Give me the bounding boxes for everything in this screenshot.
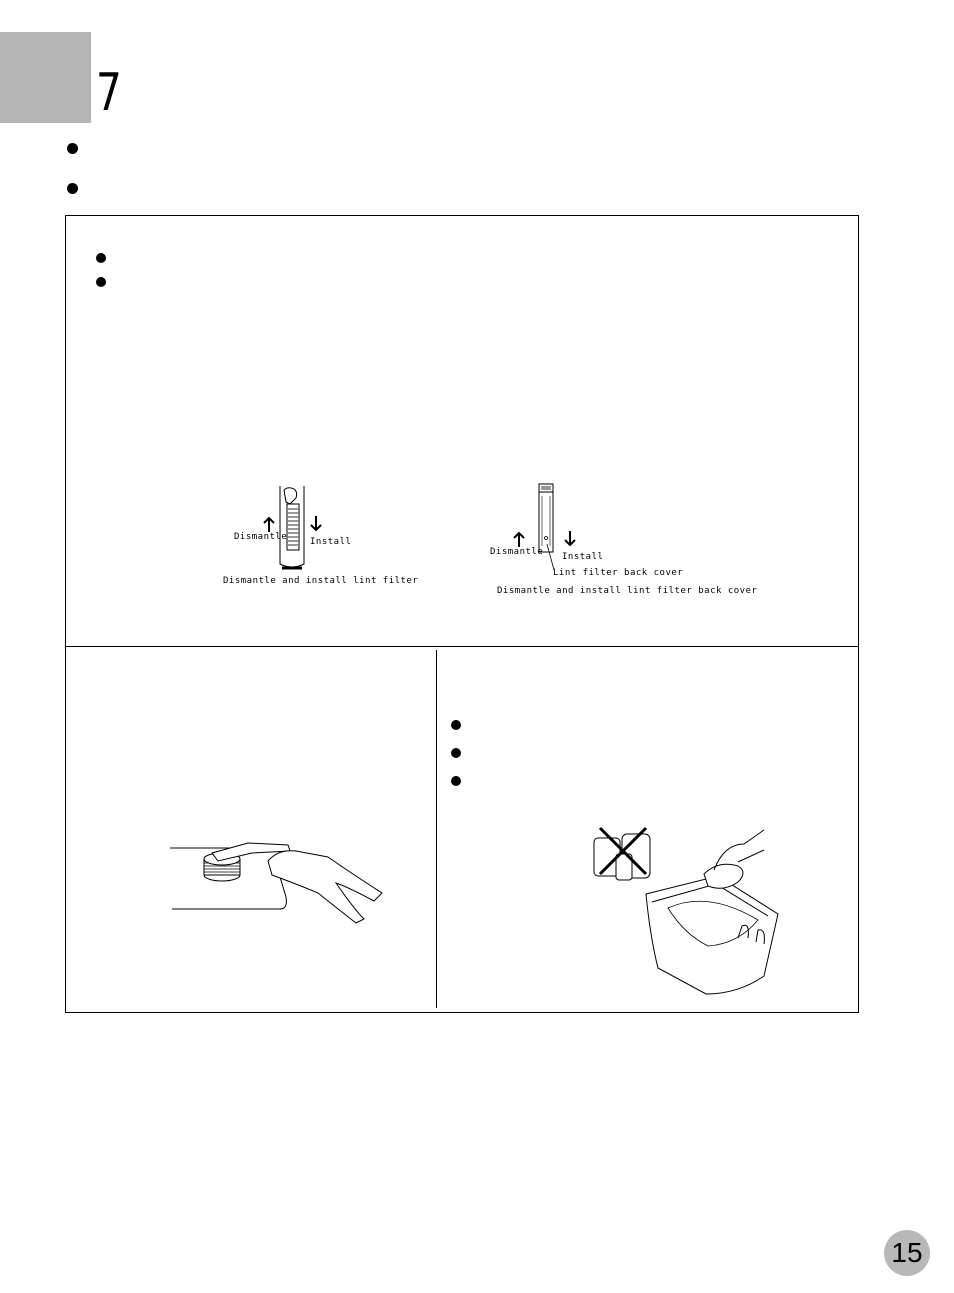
back-cover-illustration: [534, 482, 564, 582]
install-label: Install: [562, 552, 604, 562]
install-arrow-icon: [564, 531, 576, 547]
figure-caption: Dismantle and install lint filter back cover: [497, 586, 758, 596]
part-label: Lint filter back cover: [553, 568, 684, 578]
brush-cleaning-illustration: [168, 835, 388, 925]
bullet-point: [67, 183, 78, 194]
section-divider: [66, 646, 858, 647]
bullet-point: [451, 720, 461, 730]
dismantle-label: Dismantle: [490, 547, 544, 557]
bullet-point: [451, 748, 461, 758]
bullet-point: [96, 277, 106, 287]
page-number: 15: [884, 1230, 930, 1276]
dismantle-label: Dismantle: [234, 532, 288, 542]
chapter-number: 7: [96, 63, 122, 123]
bullet-point: [67, 143, 78, 154]
install-label: Install: [310, 537, 352, 547]
wipe-cabinet-illustration: [588, 826, 788, 998]
column-divider: [436, 650, 437, 1008]
bullet-point: [96, 253, 106, 263]
install-arrow-icon: [310, 516, 322, 532]
figure-caption: Dismantle and install lint filter: [223, 576, 419, 586]
dismantle-arrow-icon: [513, 531, 525, 547]
chapter-tab: [0, 32, 91, 123]
dismantle-arrow-icon: [263, 516, 275, 532]
bullet-point: [451, 776, 461, 786]
